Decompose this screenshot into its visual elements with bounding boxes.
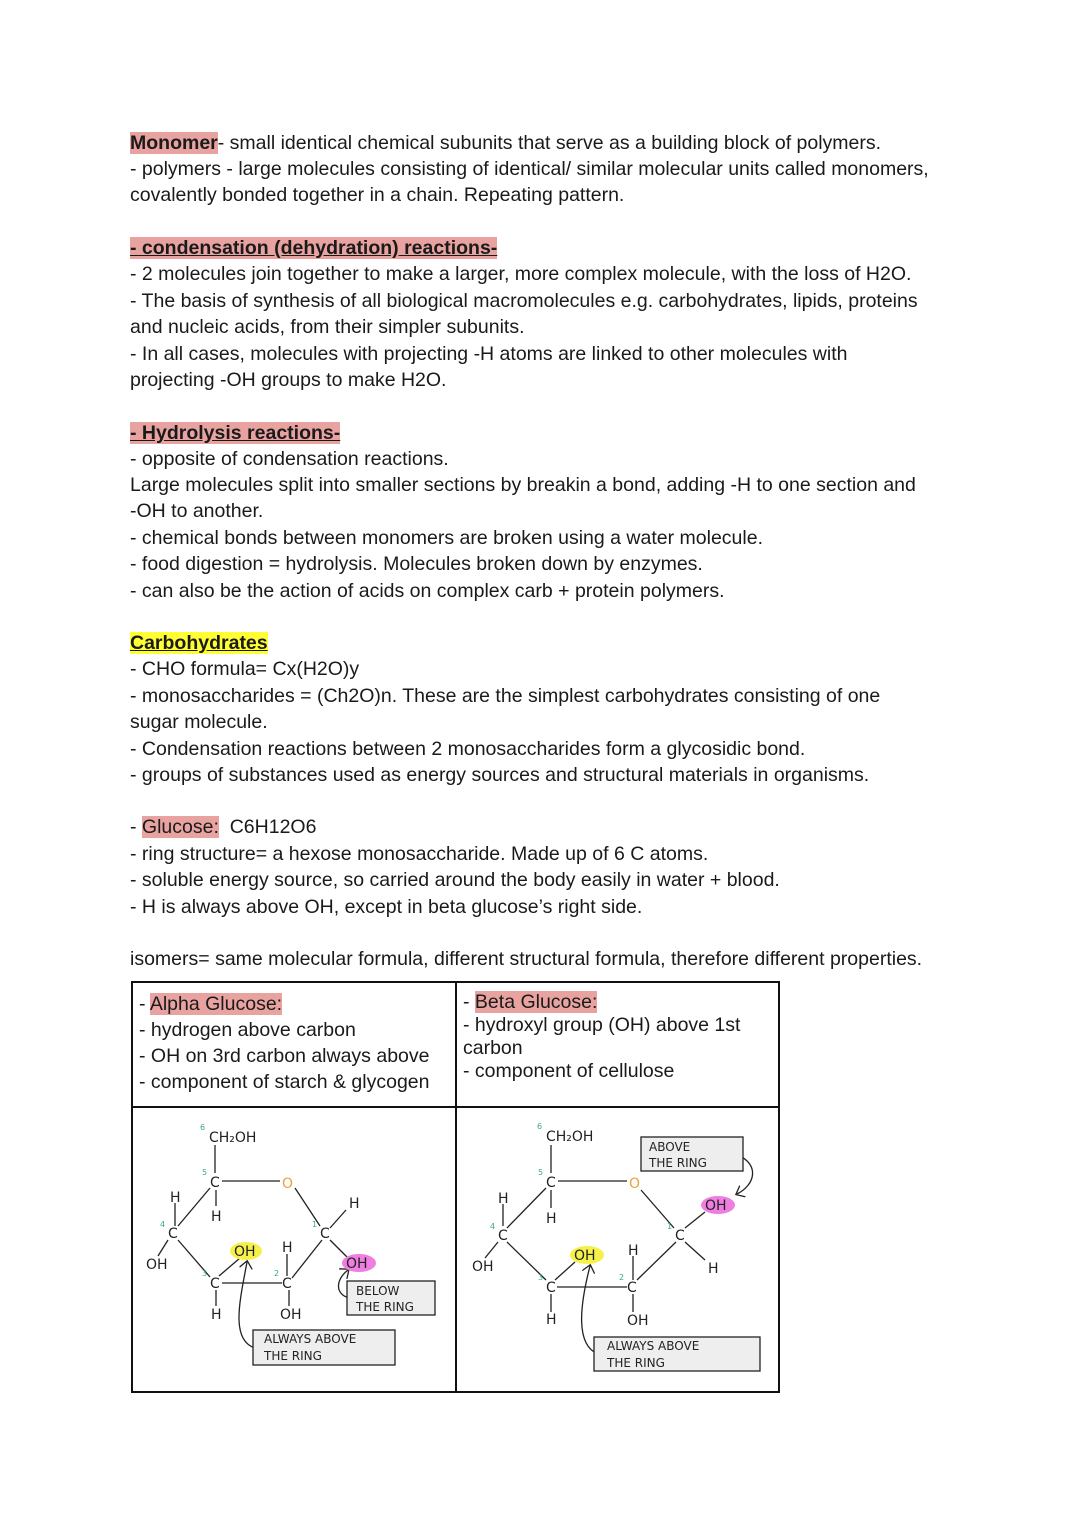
carbohydrates-heading: Carbohydrates	[130, 632, 268, 654]
text-line: projecting -OH groups to make H2O.	[130, 369, 447, 391]
carbon-number: 5	[202, 1168, 208, 1177]
carbon-number: 6	[200, 1123, 206, 1132]
oh-highlight: OH	[234, 1244, 256, 1260]
diagram-label: C	[546, 1175, 556, 1191]
ch2oh-label: CH₂OH	[209, 1130, 257, 1146]
callout-text: BELOW	[356, 1284, 400, 1298]
diagram-label: C	[210, 1175, 220, 1191]
diagram-mark	[685, 1212, 705, 1228]
diagram-label: OH	[627, 1313, 649, 1329]
glucose-formula: C6H12O6	[218, 816, 317, 838]
dash: -	[130, 816, 142, 838]
beta-title: Beta Glucose:	[474, 991, 598, 1013]
oh-highlight: OH	[705, 1198, 727, 1214]
text-line: - food digestion = hydrolysis. Molecules broken down by enzymes.	[130, 553, 703, 575]
text-line: - polymers - large molecules consisting of identical/ similar molecular units called monomers,	[130, 158, 929, 180]
isomers-line: isomers= same molecular formula, different structural formula, therefore different properties.	[130, 948, 923, 970]
callout-text: ABOVE	[649, 1140, 691, 1154]
carbon-number: 3	[538, 1273, 544, 1282]
diagram-label: OH	[146, 1257, 168, 1273]
diagram-mark	[507, 1188, 546, 1228]
callout-text: THE RING	[607, 1356, 665, 1370]
diagram-label: C	[168, 1226, 178, 1242]
diagram-mark	[292, 1240, 322, 1278]
monomer-term: Monomer	[130, 132, 218, 154]
diagram-label: H	[170, 1190, 181, 1206]
text-line: - component of starch & glycogen	[139, 1071, 430, 1093]
diagram-label: H	[628, 1243, 639, 1259]
callout-text: THE RING	[649, 1156, 707, 1170]
text-line: - CHO formula= Cx(H2O)y	[130, 658, 360, 680]
carbon-number: 1	[312, 1220, 318, 1229]
carbon-number: 2	[274, 1269, 280, 1278]
diagram-label: H	[282, 1240, 293, 1256]
diagram-mark	[219, 1258, 240, 1276]
text-line: - component of cellulose	[463, 1060, 675, 1082]
carbon-number: 6	[537, 1122, 543, 1131]
text-line: Large molecules split into smaller sections by breakin a bond, adding -H to one section and	[130, 474, 916, 496]
diagram-label: C	[675, 1228, 685, 1244]
diagram-label: C	[627, 1280, 637, 1296]
text-line: - can also be the action of acids on complex carb + protein polymers.	[130, 580, 725, 602]
diagram-label: H	[546, 1211, 557, 1227]
ring-oxygen: O	[282, 1176, 294, 1192]
text-line: sugar molecule.	[130, 711, 268, 733]
diagram-mark	[685, 1242, 705, 1260]
monomer-text: - small identical chemical subunits that serve as a building block of polymers.	[217, 132, 882, 154]
carbon-number: 3	[202, 1269, 208, 1278]
carbon-number: 4	[160, 1220, 166, 1229]
carbon-number: 4	[490, 1222, 496, 1231]
carbon-number: 1	[667, 1222, 673, 1231]
diagram-label: C	[282, 1276, 292, 1292]
diagram-label: C	[546, 1280, 556, 1296]
ch2oh-label: CH₂OH	[546, 1129, 594, 1145]
diagram-label: H	[708, 1261, 719, 1277]
text-line: - soluble energy source, so carried around the body easily in water + blood.	[130, 869, 780, 891]
diagram-label: H	[211, 1209, 222, 1225]
text-line: - hydrogen above carbon	[139, 1019, 356, 1041]
glucose-term: Glucose:	[141, 816, 219, 838]
diagram-label: C	[320, 1226, 330, 1242]
callout-text: THE RING	[356, 1300, 414, 1314]
text-line: - ring structure= a hexose monosaccharide. Made up of 6 C atoms.	[130, 843, 709, 865]
callout-text: ALWAYS ABOVE	[264, 1332, 357, 1346]
diagram-label: H	[211, 1307, 222, 1323]
condensation-heading: - condensation (dehydration) reactions-	[130, 237, 498, 259]
carbon-number: 5	[538, 1168, 544, 1177]
diagram-label: OH	[280, 1307, 302, 1323]
text-line: - The basis of synthesis of all biological macromolecules e.g. carbohydrates, lipids, proteins	[130, 290, 918, 312]
diagram-mark	[158, 1240, 168, 1256]
text-line: and nucleic acids, from their simpler subunits.	[130, 316, 525, 338]
callout-text: ALWAYS ABOVE	[607, 1339, 700, 1353]
diagram-mark	[637, 1242, 676, 1280]
text-line: - chemical bonds between monomers are broken using a water molecule.	[130, 527, 763, 549]
diagram-label: C	[498, 1228, 508, 1244]
ring-oxygen: O	[629, 1176, 641, 1192]
text-line: - 2 molecules join together to make a larger, more complex molecule, with the loss of H2O.	[130, 263, 912, 285]
alpha-title: Alpha Glucose:	[149, 993, 283, 1015]
oh-highlight: OH	[346, 1256, 368, 1272]
text-line: carbon	[463, 1037, 523, 1059]
carbon-number: 2	[619, 1273, 625, 1282]
text-line: - In all cases, molecules with projecting -H atoms are linked to other molecules with	[130, 343, 848, 365]
diagram-mark	[178, 1188, 210, 1226]
callout-text: THE RING	[264, 1349, 322, 1363]
dash: -	[463, 991, 475, 1013]
text-line: -OH to another.	[130, 500, 264, 522]
diagram-label: C	[210, 1276, 220, 1292]
diagram-label: H	[546, 1312, 557, 1328]
diagram-mark	[555, 1262, 575, 1280]
text-line: - Condensation reactions between 2 monosaccharides form a glycosidic bond.	[130, 738, 806, 760]
oh-highlight: OH	[574, 1248, 596, 1264]
dash: -	[139, 993, 150, 1015]
text-line: - hydroxyl group (OH) above 1st	[463, 1014, 741, 1036]
text-line: - OH on 3rd carbon always above	[139, 1045, 430, 1067]
diagram-mark	[485, 1242, 498, 1258]
text-line: - opposite of condensation reactions.	[130, 448, 449, 470]
diagram-mark	[330, 1210, 346, 1228]
text-line: - monosaccharides = (Ch2O)n. These are the simplest carbohydrates consisting of one	[130, 685, 881, 707]
text-line: covalently bonded together in a chain. Repeating pattern.	[130, 184, 625, 206]
diagram-label: H	[498, 1191, 509, 1207]
text-line: - groups of substances used as energy sources and structural materials in organisms.	[130, 764, 870, 786]
text-line: - H is always above OH, except in beta glucose’s right side.	[130, 896, 643, 918]
hydrolysis-heading: - Hydrolysis reactions-	[130, 422, 341, 444]
diagram-label: H	[349, 1196, 360, 1212]
diagram-label: OH	[472, 1259, 494, 1275]
beta-glucose-diagram	[485, 1137, 760, 1371]
